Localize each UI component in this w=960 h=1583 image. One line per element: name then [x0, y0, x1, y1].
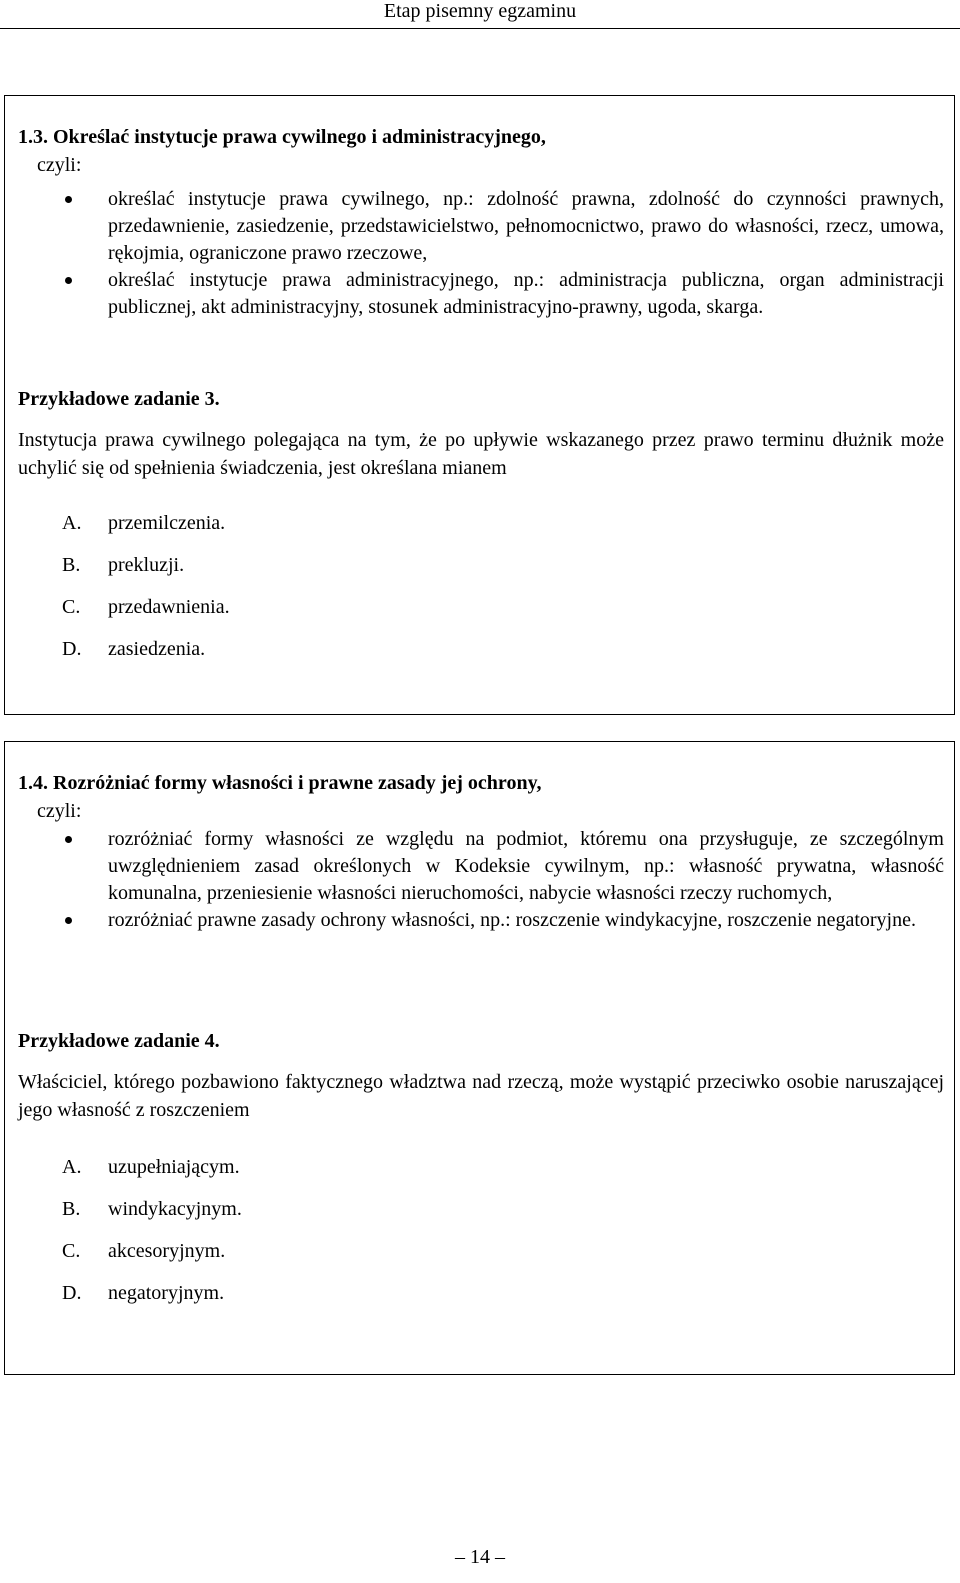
answer-option-a: A. uzupełniającym.: [62, 1156, 240, 1178]
answer-option-b: B. prekluzji.: [62, 554, 185, 576]
bullet-icon: [65, 277, 72, 284]
bullet-icon: [65, 917, 72, 924]
question-text: Instytucja prawa cywilnego polegająca na tym, że po upływie wskazanego przez prawo terminu dłużnik może uchylić się od spełnienia świadczenia, jest określana mianem: [18, 429, 944, 479]
question-text: Właściciel, którego pozbawiono faktycznego władztwa nad rzeczą, może wystąpić przeciwko osobie naruszającej jego własność z roszczeniem: [18, 1071, 944, 1121]
answer-option-b: B. windykacyjnym.: [62, 1198, 242, 1220]
answer-options: [62, 510, 230, 678]
answer-option-d: D. negatoryjnym.: [62, 1282, 225, 1304]
section-title: 1.3. Określać instytucje prawa cywilnego i administracyjnego,: [18, 126, 546, 148]
bullet-icon: [65, 196, 72, 203]
bullet-icon: [65, 836, 72, 843]
answer-option-c: C. akcesoryjnym.: [62, 1240, 226, 1262]
task-heading: Przykładowe zadanie 3.: [18, 388, 220, 410]
task-heading: Przykładowe zadanie 4.: [18, 1030, 220, 1052]
czyli-label: czyli:: [37, 800, 82, 822]
requirements-list: [5, 186, 954, 321]
list-item: rozróżniać prawne zasady ochrony własności, np.: roszczenie windykacyjne, roszczenie negatoryjne.: [5, 907, 954, 934]
section-1-3-box: [4, 95, 955, 715]
answer-options: [62, 1154, 242, 1322]
list-item: określać instytucje prawa cywilnego, np.: zdolność prawna, zdolność do czynności prawnych, przedawnienie, zasiedzenie, przedstawicielstwo, pełnomocnictwo, prawo do własności, rzecz, umowa, rękojmia, ograniczone prawo rzeczowe,: [5, 186, 954, 267]
section-title: 1.4. Rozróżniać formy własności i prawne zasady jej ochrony,: [18, 772, 542, 794]
requirements-list: [5, 826, 954, 934]
list-item: rozróżniać formy własności ze względu na podmiot, któremu ona przysługuje, ze szczególnym uwzględnieniem zasad określonych w Kodeksie cywilnym, np.: własność prywatna, własność komunalna, przeniesienie własności nieruchomości, nabycie własności rzeczy ruchomych,: [5, 826, 954, 907]
czyli-label: czyli:: [37, 154, 82, 176]
answer-option-d: D. zasiedzenia.: [62, 638, 206, 660]
header-text: Etap pisemny egzaminu: [383, 0, 577, 22]
answer-option-a: A. przemilczenia.: [62, 512, 226, 534]
answer-option-c: C. przedawnienia.: [62, 596, 230, 618]
page-number: – 14 –: [455, 1546, 505, 1568]
page-header: [0, 0, 960, 29]
section-1-4-box: [4, 741, 955, 1375]
list-item: określać instytucje prawa administracyjnego, np.: administracja publiczna, organ administracji publicznej, akt administracyjny, stosunek administracyjno-prawny, ugoda, skarga.: [5, 267, 954, 321]
